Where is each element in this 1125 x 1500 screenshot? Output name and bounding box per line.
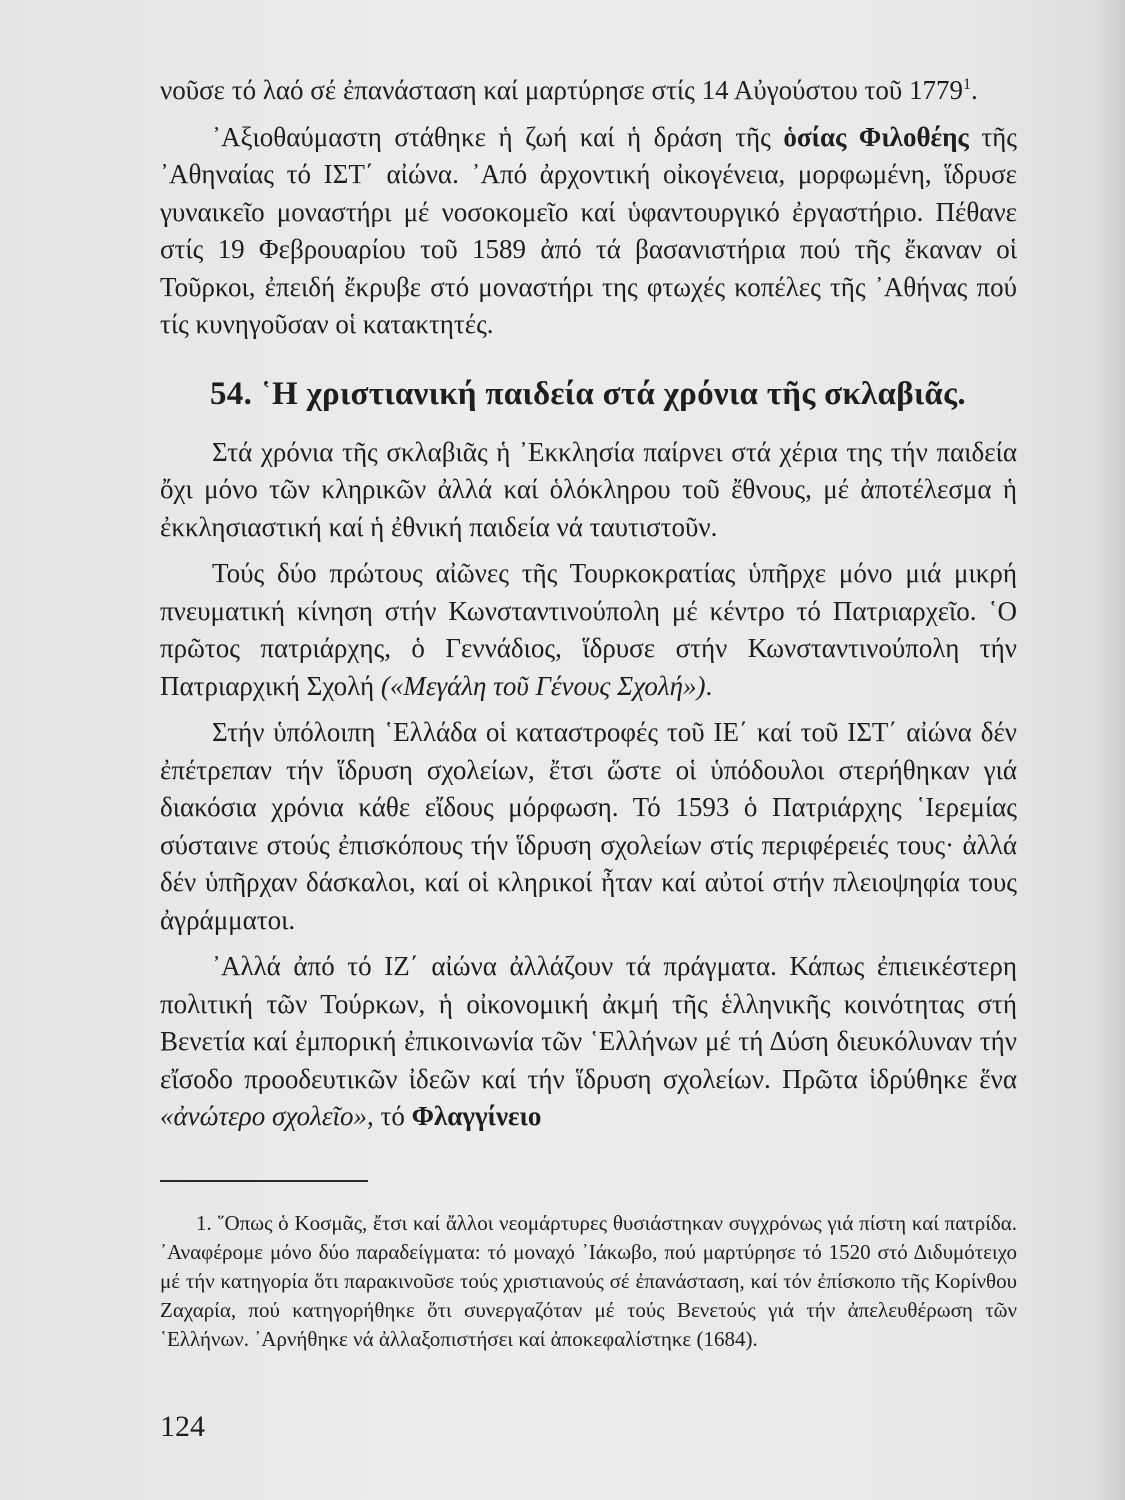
main-text [160, 72, 1017, 1136]
footnote-separator [160, 1180, 368, 1182]
section-heading: 54. ῾Η χριστιανική παιδεία στά χρόνια τῆς σκλαβιᾶς. [210, 375, 966, 412]
footnote [160, 1209, 1017, 1354]
paragraph-4: Τούς δύο πρώτους αἰῶνες τῆς Τουρκοκρατίας ὑπῆρχε μόνο μιά μικρή πνευματική κίνηση στήν Κωνσταντινούπολη μέ κέντρο τό Πατριαρχεῖο. ῾Ο πρῶτος πατριάρχης, ὁ Γεννάδιος, ἵδρυσε στήν Κωνσταντινούπολη τήν Πατριαρχική Σχολή («Μεγάλη τοῦ Γένους Σχολή»). [160, 558, 1017, 701]
italic-phrase: «ἀνώτερο σχολεῖο» [160, 1101, 367, 1131]
footnote-text: 1. ῞Οπως ὁ Κοσμᾶς, ἔτσι καί ἄλλοι νεομάρτυρες θυσιάστηκαν συγχρόνως γιά πίστη καί πατρίδα. ᾿Αναφέρομε μόνο δύο παραδείγματα: τό μοναχό ᾿Ιάκωβο, πού μαρτύρησε τό 1520 στό Διδυμότειχο μέ τήν κατηγορία ὅτι παρακινοῦσε τούς χριστιανούς σέ ἐπανάσταση, καί τόν ἐπίσκοπο τῆς Κορίνθου Ζαχαρία, πού κατηγορήθηκε ὅτι συνεργαζόταν μέ τούς Βενετούς γιά τήν ἀπελευθέρωση τῶν ῾Ελλήνων. ᾿Αρνήθηκε νά ἀλλαξοπιστήσει καί ἀποκεφαλίστηκε (1684). [160, 1211, 1017, 1351]
italic-school-name: («Μεγάλη τοῦ Γένους Σχολή») [380, 670, 706, 701]
page-number: 124 [160, 1410, 205, 1443]
paragraph-2: ᾿Αξιοθαύμαστη στάθηκε ἡ ζωή καί ἡ δράση τῆς ὁσίας Φιλοθέης τῆς ᾿Αθηναίας τό ΙΣΤ΄ αἰώνα. ᾿Από ἀρχοντική οἰκογένεια, μορφωμένη, ἵδρυσε γυναικεῖο μοναστήρι μέ νοσοκομεῖο καί ὑφαντουργικό ἐργαστήριο. Πέθανε στίς 19 Φεβρουαρίου τοῦ 1589 ἀπό τά βασανιστήρια πού τῆς ἔκαναν οἱ Τοῦρκοι, ἐπειδή ἔκρυβε στό μοναστήρι της φτωχές κοπέλες τῆς ᾿Αθήνας πού τίς κυνηγοῦσαν οἱ κατακτητές. [160, 121, 1017, 339]
page-edge-shadow [1095, 0, 1125, 1500]
bold-school-name: Φλαγγίνειο [411, 1101, 542, 1131]
bold-name: ὁσίας Φιλοθέης [783, 121, 969, 152]
paragraph-3: Στά χρόνια τῆς σκλαβιᾶς ἡ ᾿Εκκλησία παίρνει στά χέρια της τήν παιδεία ὄχι μόνο τῶν κληρικῶν ἀλλά καί ὁλόκληρου τοῦ ἔθνους, μέ ἀποτέλεσμα ἡ ἐκκλησιαστική καί ἡ ἐθνική παιδεία νά ταυτιστοῦν. [160, 436, 1017, 542]
paragraph-6: ᾿Αλλά ἀπό τό ΙΖ΄ αἰώνα ἀλλάζουν τά πράγματα. Κάπως ἐπιεικέστερη πολιτική τῶν Τούρκων, ἡ οἰκονομική ἀκμή τῆς ἑλληνικῆς κοινότητας στή Βενετία καί ἐμπορική ἐπικοινωνία τῶν ῾Ελλήνων μέ τή Δύση διευκόλυναν τήν εἴσοδο προοδευτικῶν ἰδεῶν καί τήν ἵδρυση σχολείων. Πρῶτα ἱδρύθηκε ἕνα «ἀνώτερο σχολεῖο», τό Φλαγγίνειο [160, 951, 1017, 1131]
footnote-ref: 1 [963, 76, 971, 93]
paragraph-1: νοῦσε τό λαό σέ ἐπανάσταση καί μαρτύρησε στίς 14 Αὐγούστου τοῦ 1779$^1$. [160, 75, 978, 105]
paragraph-5: Στήν ὑπόλοιπη ῾Ελλάδα οἱ καταστροφές τοῦ ΙΕ΄ καί τοῦ ΙΣΤ΄ αἰώνα δέν ἐπέτρεπαν τήν ἵδρυση σχολείων, ἔτσι ὥστε οἱ ὑπόδουλοι στερήθηκαν γιά διακόσια χρόνια κάθε εἴδους μόρφωση. Τό 1593 ὁ Πατριάρχης ῾Ιερεμίας σύσταινε στούς ἐπισκόπους τήν ἵδρυση σχολείων στίς περιφέρειές τους· ἀλλά δέν ὑπῆρχαν δάσκαλοι, καί οἱ κληρικοί ἦταν καί αὐτοί στήν πλειοψηφία τους ἀγράμματοι. [160, 717, 1017, 935]
